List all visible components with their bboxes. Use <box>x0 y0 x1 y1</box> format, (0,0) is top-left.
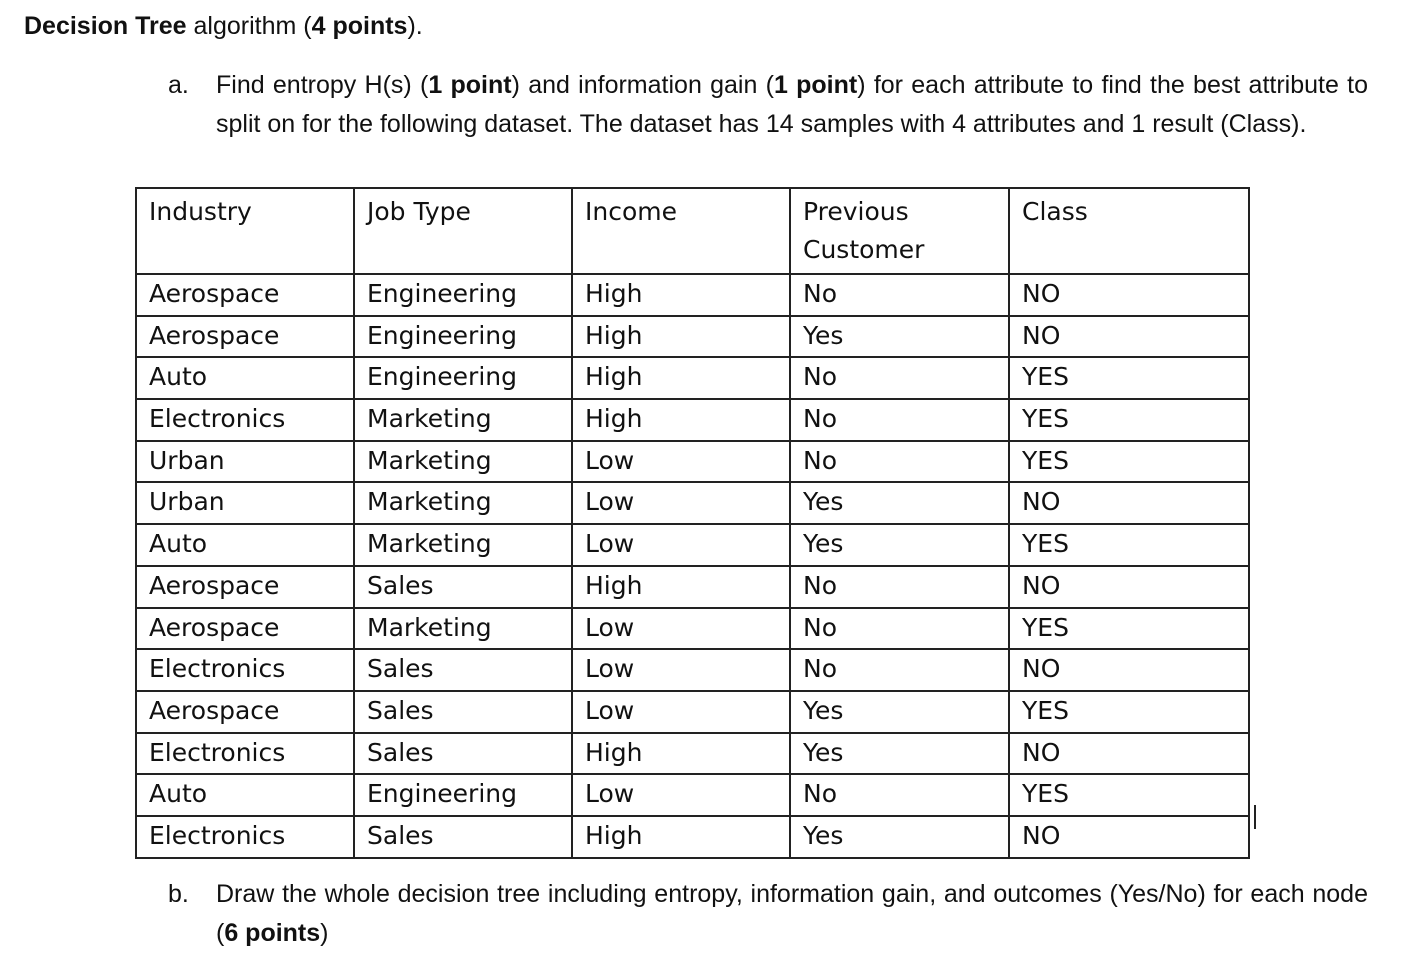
cell-job-type: Marketing <box>354 441 572 483</box>
cell-industry: Electronics <box>136 816 354 858</box>
text-cursor <box>1254 805 1256 829</box>
cell-income: High <box>572 566 790 608</box>
cell-industry: Urban <box>136 482 354 524</box>
part-a-text-1: Find entropy H(s) ( <box>216 71 429 99</box>
cell-job-type: Marketing <box>354 608 572 650</box>
header-class: Class <box>1009 188 1249 274</box>
cell-job-type: Engineering <box>354 316 572 358</box>
cell-previous-customer: Yes <box>790 482 1009 524</box>
part-a-bold-1: 1 point <box>428 71 512 99</box>
cell-industry: Electronics <box>136 399 354 441</box>
cell-income: Low <box>572 691 790 733</box>
cell-job-type: Sales <box>354 649 572 691</box>
table-row <box>136 566 1249 608</box>
table-row <box>136 524 1249 566</box>
cell-income: Low <box>572 774 790 816</box>
part-a-text <box>216 66 1368 143</box>
heading-title-bold: Decision Tree <box>24 12 187 40</box>
cell-class: NO <box>1009 566 1249 608</box>
table-row <box>136 274 1249 316</box>
cell-class: NO <box>1009 316 1249 358</box>
cell-industry: Electronics <box>136 733 354 775</box>
cell-industry: Auto <box>136 357 354 399</box>
cell-job-type: Sales <box>354 733 572 775</box>
cell-previous-customer: Yes <box>790 316 1009 358</box>
cell-class: NO <box>1009 816 1249 858</box>
cell-class: YES <box>1009 691 1249 733</box>
cell-income: High <box>572 816 790 858</box>
cell-class: YES <box>1009 399 1249 441</box>
cell-job-type: Engineering <box>354 357 572 399</box>
part-b <box>168 875 1368 952</box>
cell-class: YES <box>1009 357 1249 399</box>
cell-class: NO <box>1009 274 1249 316</box>
part-b-text <box>216 875 1368 952</box>
cell-previous-customer: No <box>790 441 1009 483</box>
cell-industry: Aerospace <box>136 608 354 650</box>
part-b-bold-1: 6 points <box>224 918 321 947</box>
table-row <box>136 691 1249 733</box>
part-a-text-3: ) for each attribute to find the best attribute to split on for the following dataset. The dataset has 14 samples with 4 attributes and 1 result (Class). <box>216 71 1369 138</box>
cell-job-type: Engineering <box>354 774 572 816</box>
cell-class: NO <box>1009 482 1249 524</box>
cell-income: Low <box>572 608 790 650</box>
cell-industry: Aerospace <box>136 316 354 358</box>
cell-class: YES <box>1009 524 1249 566</box>
table-row <box>136 316 1249 358</box>
cell-industry: Auto <box>136 774 354 816</box>
cell-income: Low <box>572 524 790 566</box>
cell-job-type: Sales <box>354 816 572 858</box>
part-a <box>168 66 1368 143</box>
table-body <box>136 274 1249 858</box>
cell-income: Low <box>572 482 790 524</box>
dataset-table <box>135 187 1250 859</box>
cell-job-type: Marketing <box>354 524 572 566</box>
table-row <box>136 608 1249 650</box>
table-header-row <box>136 188 1249 274</box>
cell-previous-customer: Yes <box>790 733 1009 775</box>
heading-title-rest: algorithm ( <box>186 12 312 40</box>
cell-class: NO <box>1009 733 1249 775</box>
part-a-bold-2: 1 point <box>773 71 858 99</box>
header-previous-customer: Previous Customer <box>790 188 1009 274</box>
cell-previous-customer: Yes <box>790 816 1009 858</box>
cell-job-type: Sales <box>354 691 572 733</box>
heading-points: 4 points <box>311 12 408 40</box>
cell-industry: Aerospace <box>136 691 354 733</box>
table-row <box>136 774 1249 816</box>
cell-income: High <box>572 399 790 441</box>
cell-industry: Aerospace <box>136 274 354 316</box>
cell-class: YES <box>1009 774 1249 816</box>
table-row <box>136 733 1249 775</box>
cell-class: NO <box>1009 649 1249 691</box>
cell-class: YES <box>1009 608 1249 650</box>
cell-previous-customer: No <box>790 274 1009 316</box>
part-b-text-2: ) <box>320 918 329 947</box>
part-b-marker: b. <box>168 880 189 908</box>
cell-job-type: Engineering <box>354 274 572 316</box>
question-heading <box>24 10 423 42</box>
cell-industry: Electronics <box>136 649 354 691</box>
table-row <box>136 649 1249 691</box>
cell-income: High <box>572 733 790 775</box>
header-income: Income <box>572 188 790 274</box>
table-row <box>136 399 1249 441</box>
part-a-text-2: ) and information gain ( <box>511 71 774 99</box>
cell-job-type: Marketing <box>354 399 572 441</box>
header-industry: Industry <box>136 188 354 274</box>
cell-income: High <box>572 357 790 399</box>
cell-previous-customer: No <box>790 566 1009 608</box>
cell-previous-customer: No <box>790 357 1009 399</box>
table-row <box>136 357 1249 399</box>
cell-previous-customer: Yes <box>790 691 1009 733</box>
cell-previous-customer: No <box>790 774 1009 816</box>
cell-previous-customer: No <box>790 649 1009 691</box>
table-row <box>136 482 1249 524</box>
header-job-type: Job Type <box>354 188 572 274</box>
cell-class: YES <box>1009 441 1249 483</box>
cell-previous-customer: Yes <box>790 524 1009 566</box>
part-a-marker: a. <box>168 71 189 99</box>
cell-previous-customer: No <box>790 399 1009 441</box>
cell-income: Low <box>572 649 790 691</box>
cell-job-type: Sales <box>354 566 572 608</box>
cell-job-type: Marketing <box>354 482 572 524</box>
part-b-text-1: Draw the whole decision tree including entropy, information gain, and outcomes (Yes/No) for each node ( <box>216 880 1368 947</box>
cell-income: High <box>572 274 790 316</box>
table-row <box>136 441 1249 483</box>
cell-industry: Urban <box>136 441 354 483</box>
heading-title-end: ). <box>407 12 423 40</box>
cell-previous-customer: No <box>790 608 1009 650</box>
table-row <box>136 816 1249 858</box>
cell-industry: Auto <box>136 524 354 566</box>
cell-income: High <box>572 316 790 358</box>
cell-income: Low <box>572 441 790 483</box>
cell-industry: Aerospace <box>136 566 354 608</box>
